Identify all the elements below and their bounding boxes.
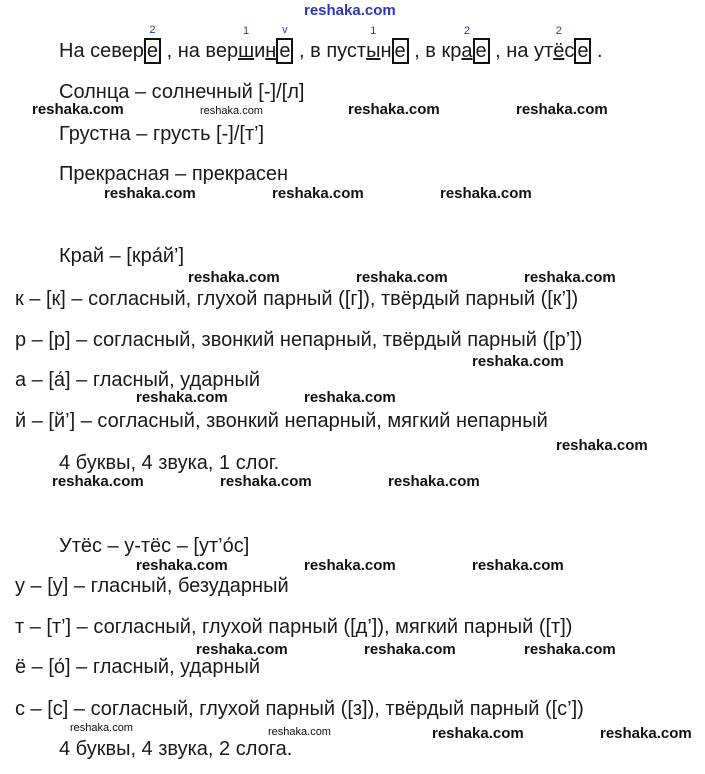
sentence-text: и [254, 40, 266, 62]
watermark: reshaka.com [32, 101, 124, 118]
sentence-line [59, 24, 603, 64]
declension-mark: 2 [555, 25, 562, 37]
ending-box [276, 24, 293, 64]
stressed-letter [238, 25, 255, 63]
watermark: reshaka.com [188, 269, 280, 286]
watermark: reshaka.com [600, 725, 692, 742]
watermark: reshaka.com [388, 473, 480, 490]
ending-letter: е [276, 38, 293, 64]
watermark: reshaka.com [104, 185, 196, 202]
watermark: reshaka.com [364, 641, 456, 658]
watermark: reshaka.com [52, 473, 144, 490]
sentence-text: , на вер [161, 40, 239, 62]
sentence-text: н [380, 40, 392, 62]
watermark: reshaka.com [70, 722, 133, 734]
watermark: reshaka.com [556, 437, 648, 454]
line-grustna: Грустна – грусть [-]/[т’] [59, 123, 265, 145]
underlined-letter: н [265, 40, 277, 62]
ending-box [574, 38, 591, 64]
watermark: reshaka.com [136, 389, 228, 406]
watermark-top: reshaka.com [304, 2, 396, 19]
stressed-letter [553, 25, 565, 63]
watermark: reshaka.com [196, 641, 288, 658]
sentence-text: , на ут [489, 40, 554, 62]
underlined-letter: ш [238, 40, 255, 62]
watermark: reshaka.com [432, 725, 524, 742]
line-utes-u: у – [у] – гласный, безударный [15, 575, 289, 597]
stressed-letter [366, 25, 381, 63]
watermark: reshaka.com [304, 389, 396, 406]
ending-letter: е [473, 38, 490, 64]
watermark: reshaka.com [304, 557, 396, 574]
ending-letter: е [392, 38, 409, 64]
line-kraj-k: к – [к] – согласный, глухой парный ([г]), твёрдый парный ([к’]) [15, 288, 579, 310]
watermark: reshaka.com [272, 185, 364, 202]
watermark: reshaka.com [220, 473, 312, 490]
stressed-letter [265, 39, 276, 63]
sentence-text: с [564, 40, 575, 62]
line-kraj-a: а – [а́] – гласный, ударный [15, 369, 261, 391]
underlined-letter: ы [366, 40, 381, 62]
line-kraj-j: й – [й’] – согласный, звонкий непарный, мягкий непарный [15, 410, 548, 432]
watermark: reshaka.com [268, 726, 331, 738]
ending-letter: е [144, 38, 161, 64]
line-utes-t: т – [т’] – согласный, глухой парный ([д’]), мягкий парный ([т]) [15, 616, 573, 638]
line-solnca: Солнца – солнечный [-]/[л] [59, 81, 305, 103]
underlined-letter: а [461, 40, 473, 62]
ending-box [144, 24, 161, 64]
underlined-letter: ё [553, 40, 565, 62]
watermark: reshaka.com [524, 269, 616, 286]
declension-mark: v [282, 24, 288, 36]
ending-letter: е [574, 38, 591, 64]
line-utes-summary: 4 буквы, 4 звука, 2 слога. [59, 738, 293, 760]
sentence-text: . [591, 40, 603, 62]
watermark: reshaka.com [136, 557, 228, 574]
sentence-text: , в пуст [293, 40, 367, 62]
declension-mark: 2 [149, 24, 156, 36]
line-utes: Утёс – у-тёс – [ут’о́с] [59, 535, 250, 557]
declension-mark: 2 [463, 25, 470, 37]
watermark: reshaka.com [348, 101, 440, 118]
line-kraj-r: р – [р] – согласный, звонкий непарный, твёрдый парный ([р’]) [15, 329, 583, 351]
declension-mark: 1 [370, 25, 377, 37]
watermark: reshaka.com [516, 101, 608, 118]
declension-mark: 1 [243, 25, 250, 37]
line-kraj-summary: 4 буквы, 4 звука, 1 слог. [59, 452, 280, 474]
ending-box [392, 38, 409, 64]
watermark: reshaka.com [200, 105, 263, 117]
watermark: reshaka.com [472, 557, 564, 574]
watermark: reshaka.com [356, 269, 448, 286]
watermark: reshaka.com [440, 185, 532, 202]
sentence-text: , в кр [408, 40, 462, 62]
line-utes-yo: ё – [о́] – гласный, ударный [15, 656, 261, 678]
line-utes-s: с – [с] – согласный, глухой парный ([з]), твёрдый парный ([с’]) [15, 698, 584, 720]
line-prekrasnaya: Прекрасная – прекрасен [59, 163, 289, 185]
ending-box [473, 38, 490, 64]
watermark: reshaka.com [472, 353, 564, 370]
stressed-letter [461, 25, 473, 63]
sentence-text: На север [59, 40, 144, 62]
watermark: reshaka.com [524, 641, 616, 658]
line-kraj: Край – [кра́й’] [59, 245, 185, 267]
